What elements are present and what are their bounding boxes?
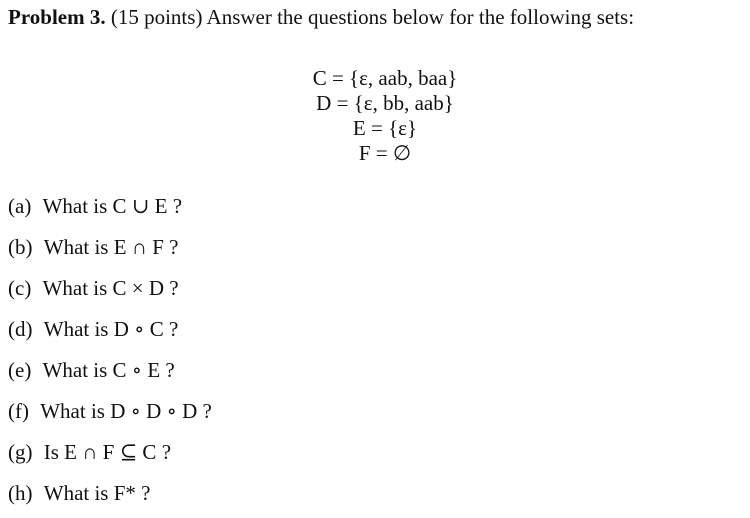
question-text: What is C × D ? [42,276,179,300]
question-label: (f) [8,399,29,423]
question-text: Is E ∩ F ⊆ C ? [43,440,172,464]
set-definition-d: D = {ε, bb, aab} [316,91,454,115]
question-text: What is C ∪ E ? [42,194,183,218]
set-definition-f: F = ∅ [358,141,412,165]
question-text: What is C ∘ E ? [42,358,175,382]
question-h [8,477,212,518]
set-definition-e: E = {ε} [352,116,418,140]
question-d [8,313,212,354]
question-text: What is F* ? [43,481,151,505]
question-label: (g) [8,440,33,464]
problem-header [8,3,634,31]
question-label: (b) [8,235,33,259]
question-label: (d) [8,317,33,341]
question-label: (c) [8,276,32,300]
question-text: What is D ∘ C ? [43,317,179,341]
question-text: What is D ∘ D ∘ D ? [40,399,212,423]
question-a [8,190,212,231]
question-label: (a) [8,194,32,218]
question-list [8,190,212,518]
question-text: What is E ∩ F ? [43,235,179,259]
question-label: (e) [8,358,32,382]
question-e [8,354,212,395]
question-g [8,436,212,477]
question-label: (h) [8,481,33,505]
problem-title: Problem 3. [8,5,106,29]
set-definitions [300,66,470,166]
question-b [8,231,212,272]
problem-points: (15 points) [110,5,203,29]
set-definition-c: C = {ε, aab, baa} [312,66,458,90]
question-c [8,272,212,313]
question-f [8,395,212,436]
problem-prompt: Answer the questions below for the following sets: [206,5,635,29]
